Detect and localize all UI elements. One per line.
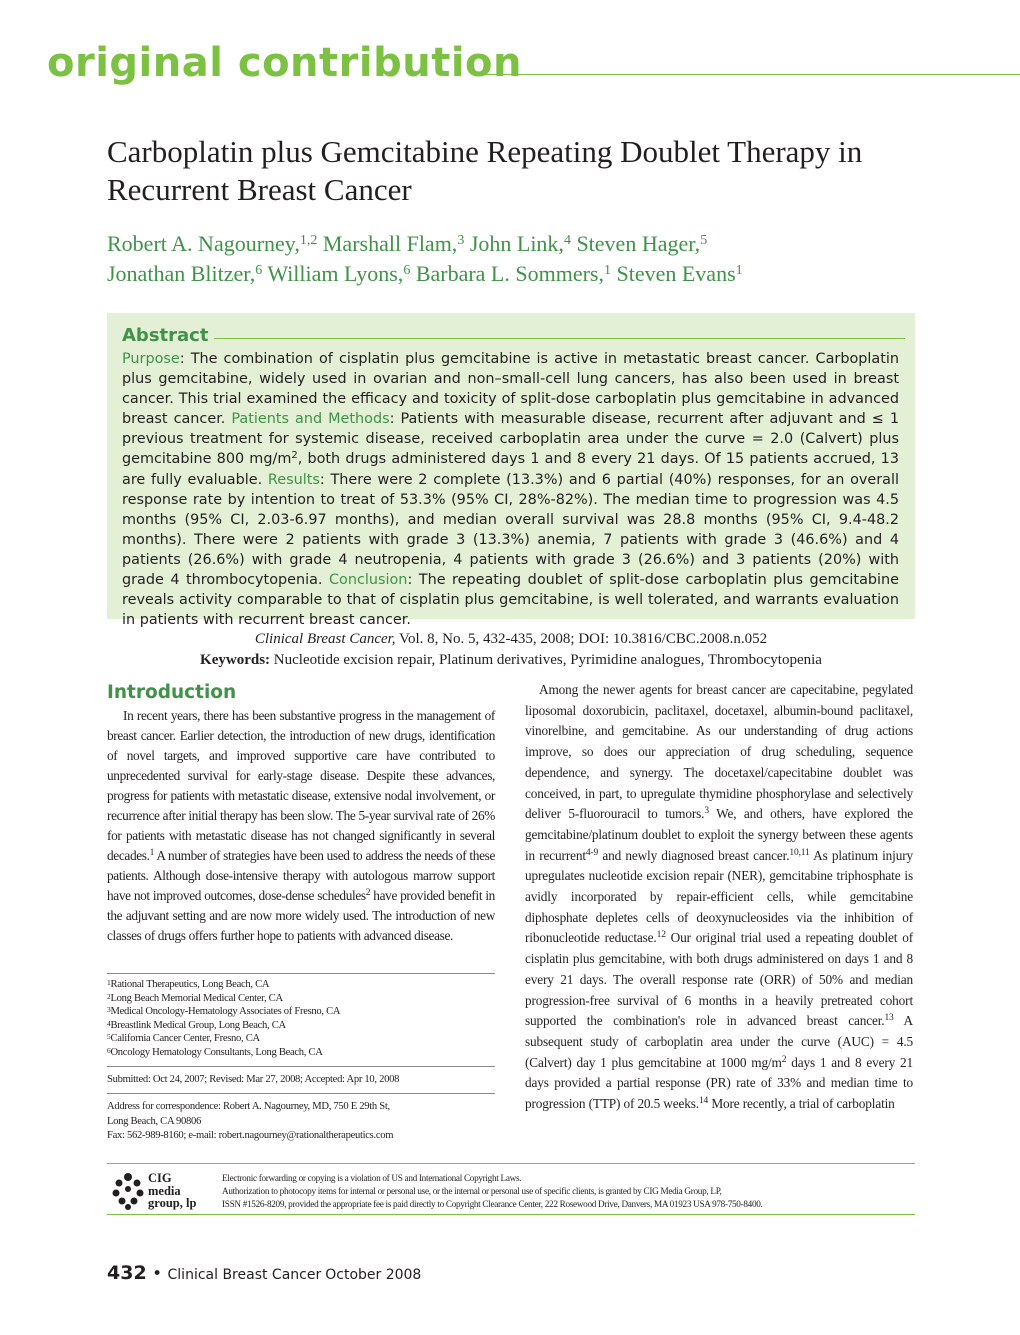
footnote-divider — [107, 973, 495, 974]
author[interactable]: John Link,$^4$ — [469, 231, 571, 256]
abstract-heading: Abstract — [122, 325, 214, 346]
page-number: 432 — [107, 1262, 147, 1284]
purpose-label: Purpose — [122, 351, 180, 367]
reference-link[interactable]: 2 — [365, 888, 371, 898]
reference-link[interactable]: 13 — [884, 1013, 894, 1024]
author[interactable]: Steven Hager,$^5$ — [576, 231, 708, 256]
author[interactable]: William Lyons,$^6$ — [267, 261, 411, 286]
header-divider — [472, 74, 1020, 75]
paragraph: In recent years, there has been substantive progress in the management of breast cancer. Earlier detection, the introduction of new drugs, identification of novel targets, and improved supportive care have contributed to unprecedented survival for early-stage disease. Despite these advances, progress for patients with metastatic disease, extensive nodal involvement, or recurrence after initial therapy has been slow. The 5-year survival rate of 26% for patients with metastatic disease has not changed significantly in several decades.$^1$ A number of strategies have been used to address the needs of these patients. Although dose-intensive therapy with autologous marrow support have not improved outcomes, dose-dense schedules$^2$ have provided benefit in the adjuvant setting and are now more widely used. The introduction of new classes of drugs offers further hope to patients with advanced disease. — [107, 708, 495, 943]
reference-link[interactable]: 14 — [698, 1096, 709, 1107]
right-column-text — [525, 680, 913, 1115]
affiliation: $^2$Long Beach Memorial Medical Center, CA — [107, 991, 283, 1004]
affiliation: $^6$Oncology Hematology Consultants, Long Beach, CA — [107, 1045, 323, 1058]
affiliation: $^3$Medical Oncology-Hematology Associates of Fresno, CA — [107, 1005, 341, 1017]
reference-link[interactable]: 10,11 — [789, 847, 810, 858]
reference-link[interactable]: 4-9 — [585, 847, 599, 858]
author[interactable]: Robert A. Nagourney,$^{1,2}$ — [107, 231, 318, 256]
copyright-notice: Electronic forwarding or copying is a violation of US and International Copyright Laws. Authorization to photocopy items for internal or personal use, or the internal or personal use of specific clients, is granted by CIG Media Group, LP, ISSN #1526-8209, provided the appropriate fee is paid directly to Copyright Clearance Center, 222 Rosewood Drive, Danvers, MA 01923 USA 978-750-8400. — [222, 1173, 763, 1210]
reference-link[interactable]: 1 — [149, 848, 155, 858]
abstract-divider — [122, 338, 905, 339]
correspondence: Address for correspondence: Robert A. Nagourney, MD, 750 E 29th St, Long Beach, CA 90806 Fax: 562-989-8160; e-mail: robert.nagourney@rationaltherapeutics.com — [107, 1100, 495, 1144]
reference-link[interactable]: 12 — [656, 930, 666, 941]
author[interactable]: Barbara L. Sommers,$^1$ — [415, 261, 611, 286]
paragraph: Among the newer agents for breast cancer are capecitabine, pegylated liposomal doxorubicin, paclitaxel, docetaxel, albumin-bound paclitaxel, vinorelbine, and gemcitabine. As our understanding of drug actions improve, so does our appreciation of drug scheduling, sequence dependence, and synergy. The docetaxel/capecitabine doublet was conceived, in part, to upregulate thymidine phosphorylase and selectively deliver 5-fluorouracil to tumors.$^3$ We, and others, have explored the gemcitabine/platinum doublet to exploit the synergy between these agents in recurrent$^{4-9}$ and newly diagnosed breast cancer.$^{10,11}$ As platinum injury upregulates nucleotide excision repair (NER), gemcitabine triphosphate is avidly incorporated by repair-efficient cells, while gemcitabine diphosphate depletes cells of deoxynucleosides via the inhibition of ribonucleotide reductase.$^{12}$ Our original trial used a repeating doublet of cisplatin plus gemcitabine, with both drugs administered on days 1 and 8 every 21 days. The overall response rate (ORR) of 50% and median progression-free survival of 6 months in a heavily pretreated cohort supported the combination's role in advanced breast cancer.$^{13}$ A subsequent study of carboplatin area under the curve (AUC) = 4.5 (Calvert) day 1 plus gemcitabine at 1000 $mg/m^2$ days 1 and 8 every 21 days provided a partial response (PR) rate of 33% and median time to progression (TTP) of 20.5 weeks.$^{14}$ More recently, a trial of carboplatin — [525, 682, 914, 1112]
citation-line: Clinical Breast Cancer, Vol. 8, No. 5, 432-435, 2008; DOI: 10.3816/CBC.2008.n.052 — [254, 631, 768, 647]
section-label: original contribution — [47, 40, 522, 86]
methods-label: Patients and Methods — [231, 411, 390, 428]
affiliation: $^5$California Cancer Center, Fresno, CA — [107, 1032, 260, 1044]
footnote-divider — [107, 1093, 495, 1094]
publisher-divider — [107, 1163, 915, 1164]
conclusion-label: Conclusion — [329, 572, 408, 589]
contact-email[interactable]: Fax: 562-989-8160; e-mail: robert.nagourney@rationaltherapeutics.com — [107, 1130, 394, 1141]
author[interactable]: Marshall Flam,$^3$ — [322, 231, 465, 256]
citation-block — [107, 629, 915, 671]
introduction-heading: Introduction — [107, 682, 237, 703]
abstract-text: Purpose: The combination of cisplatin plus gemcitabine is active in metastatic breast cancer. Carboplatin plus gemcitabine, widely used in ovarian and non–small-cell lung cancers, has also been used in breast cancer. This trial examined the efficacy and toxicity of split-dose carboplatin plus gemcitabine in advanced breast cancer. Patients and Methods: Patients with measurable disease, recurrent after adjuvant and ≤ 1 previous treatment for systemic disease, received carboplatin area under the curve = 2.0 (Calvert) plus gemcitabine 800 $mg/m^2$, both drugs administered days 1 and 8 every 21 days. Of 15 patients accrued, 13 are fully evaluable. Results: There were 2 complete (13.3%) and 6 partial (40%) responses, for an overall response rate by intention to treat of 53.3% (95% CI, 28%-82%). The median time to progression was 4.5 months (95% CI, 2.03-6.97 months), and median overall survival was 28.8 months (95% CI, 9.4-48.2 months). There were 2 patients with grade 3 (13.3%) anemia, 7 patients with grade 3 (46.6%) and 4 patients (26.6%) with grade 4 neutropenia, 4 patients with grade 3 (26.6%) and 3 patients (20%) with grade 4 thrombocytopenia. Conclusion: The repeating doublet of split-dose carboplatin plus gemcitabine reveals activity comparable to that of cisplatin plus gemcitabine, is well tolerated, and warrants evaluation in patients with recurrent breast cancer. — [122, 351, 900, 629]
affiliation: $^4$Breastlink Medical Group, Long Beach, CA — [107, 1018, 286, 1031]
results-label: Results — [267, 471, 320, 488]
affiliations — [107, 978, 495, 1059]
submission-dates: Submitted: Oct 24, 2007; Revised: Mar 27, 2008; Accepted: Apr 10, 2008 — [107, 1074, 400, 1085]
journal-name: Clinical Breast Cancer — [167, 1267, 322, 1283]
left-column-text — [107, 706, 495, 946]
page-folio: 432 • Clinical Breast Cancer October 2008 — [107, 1262, 422, 1284]
cig-logo-icon — [110, 1171, 146, 1211]
author[interactable]: Steven Evans$^1$ — [616, 261, 743, 286]
author[interactable]: Jonathan Blitzer,$^6$ — [107, 261, 263, 286]
footnote-divider — [107, 1066, 495, 1067]
author-list — [107, 229, 937, 289]
reference-link[interactable]: 3 — [704, 806, 709, 817]
keywords-line: Keywords: Nucleotide excision repair, Platinum derivatives, Pyrimidine analogues, Thrombocytopenia — [200, 652, 822, 668]
abstract-box — [107, 313, 915, 629]
affiliation: $^1$Rational Therapeutics, Long Beach, CA — [107, 978, 270, 990]
article-title: Carboplatin plus Gemcitabine Repeating Doublet Therapy in Recurrent Breast Cancer — [107, 134, 863, 207]
publisher-divider — [107, 1214, 915, 1215]
publisher-name: CIG media group, lp — [148, 1171, 197, 1210]
issue-date: October 2008 — [325, 1267, 422, 1283]
